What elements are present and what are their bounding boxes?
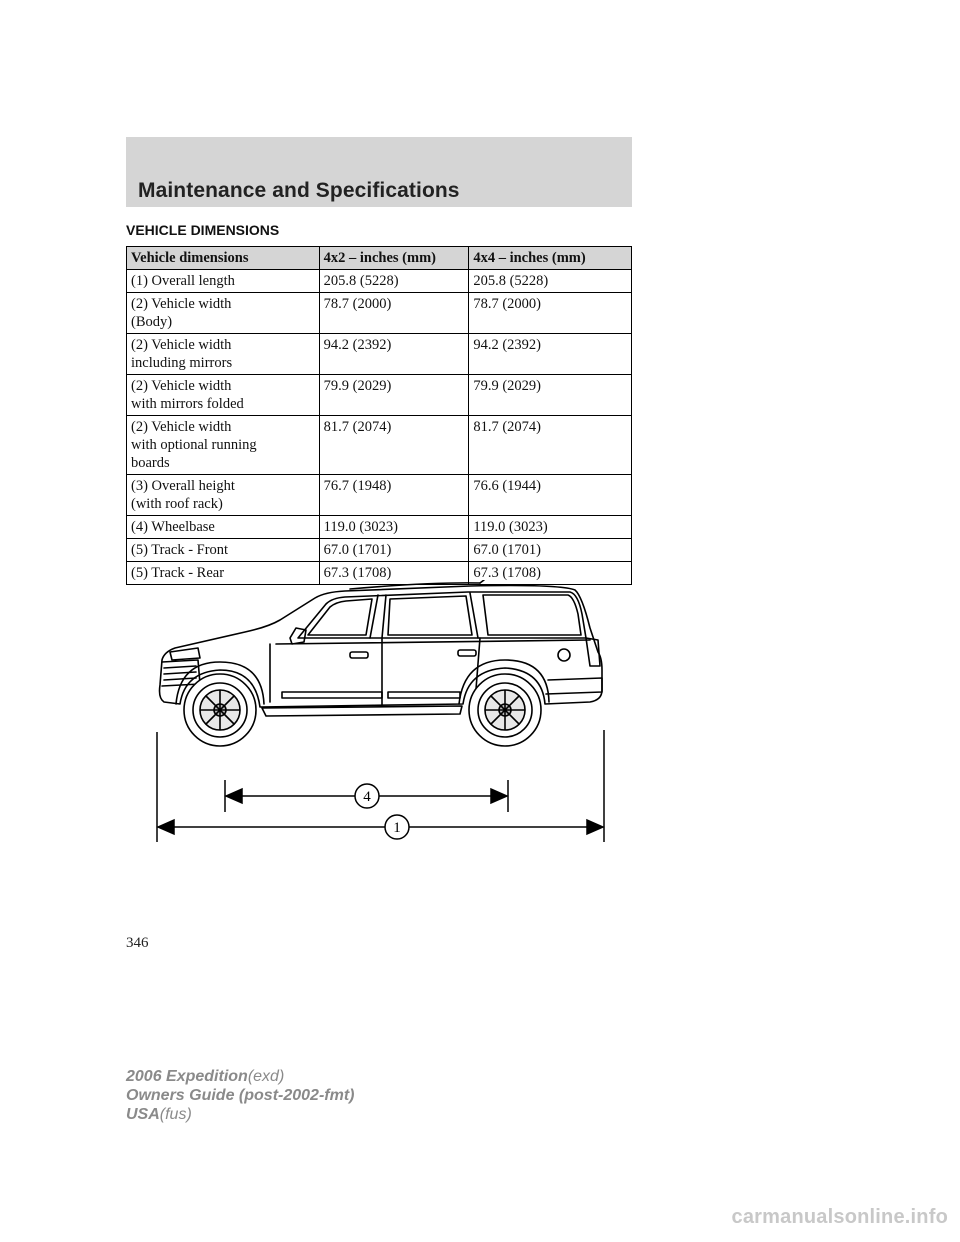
document-footer	[126, 1067, 354, 1124]
table-cell: 67.0 (1701)	[319, 539, 469, 562]
table-cell: 67.3 (1708)	[319, 562, 469, 585]
table-cell: (2) Vehicle width including mirrors	[127, 334, 320, 375]
table-cell: 81.7 (2074)	[319, 416, 469, 475]
column-header: 4x4 – inches (mm)	[469, 247, 632, 270]
table-cell: 94.2 (2392)	[319, 334, 469, 375]
section-title: VEHICLE DIMENSIONS	[126, 222, 280, 238]
table-cell: 81.7 (2074)	[469, 416, 632, 475]
section-header-bar	[126, 137, 632, 207]
page-number: 346	[126, 935, 149, 951]
rear-wheel	[469, 674, 541, 746]
table-row	[127, 416, 632, 475]
front-wheel	[184, 674, 256, 746]
table-cell: (3) Overall height (with roof rack)	[127, 475, 320, 516]
table-row	[127, 270, 632, 293]
watermark-text: carmanualsonline.info	[731, 1206, 948, 1228]
table-cell: (5) Track - Front	[127, 539, 320, 562]
table-cell: 79.9 (2029)	[469, 375, 632, 416]
column-header: 4x2 – inches (mm)	[319, 247, 469, 270]
table-cell: 119.0 (3023)	[319, 516, 469, 539]
table-row	[127, 475, 632, 516]
column-header: Vehicle dimensions	[127, 247, 320, 270]
chapter-title: Maintenance and Specifications	[138, 179, 460, 202]
table-cell: (2) Vehicle width (Body)	[127, 293, 320, 334]
table-cell: (1) Overall length	[127, 270, 320, 293]
callout-1	[385, 815, 409, 839]
table-cell: 67.3 (1708)	[469, 562, 632, 585]
dimension-lines	[157, 730, 604, 842]
callout-4	[355, 784, 379, 808]
footer-market: USA	[126, 1106, 160, 1123]
callout-4-label: 4	[363, 789, 371, 805]
table-cell: (5) Track - Rear	[127, 562, 320, 585]
table-row	[127, 375, 632, 416]
table-cell: 78.7 (2000)	[319, 293, 469, 334]
callout-1-label: 1	[393, 820, 401, 836]
table-cell: 94.2 (2392)	[469, 334, 632, 375]
table-row	[127, 293, 632, 334]
table-cell: (4) Wheelbase	[127, 516, 320, 539]
table-cell: 76.6 (1944)	[469, 475, 632, 516]
table-cell: 119.0 (3023)	[469, 516, 632, 539]
table-cell: 67.0 (1701)	[469, 539, 632, 562]
vehicle-side-view-diagram	[150, 580, 610, 850]
table-row	[127, 539, 632, 562]
table-cell: 205.8 (5228)	[319, 270, 469, 293]
table-cell: (2) Vehicle width with mirrors folded	[127, 375, 320, 416]
footer-guide: Owners Guide (post-2002-fmt)	[126, 1087, 355, 1104]
table-cell: 205.8 (5228)	[469, 270, 632, 293]
table-header-row	[127, 247, 632, 270]
table-row	[127, 516, 632, 539]
dimensions-table	[126, 246, 632, 585]
table-cell: (2) Vehicle width with optional running boards	[127, 416, 320, 475]
footer-model-code: (exd)	[247, 1068, 285, 1085]
footer-model: 2006 Expedition	[126, 1068, 248, 1085]
table-cell: 78.7 (2000)	[469, 293, 632, 334]
table-cell: 79.9 (2029)	[319, 375, 469, 416]
table-row	[127, 334, 632, 375]
footer-market-code: (fus)	[159, 1106, 192, 1123]
table-cell: 76.7 (1948)	[319, 475, 469, 516]
